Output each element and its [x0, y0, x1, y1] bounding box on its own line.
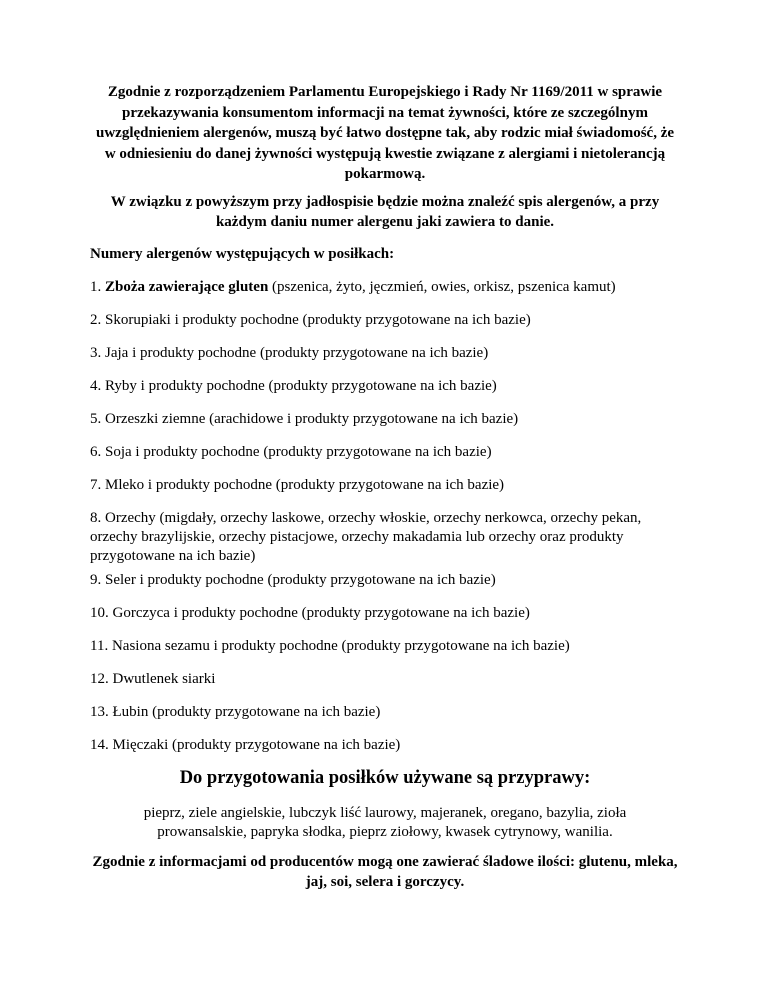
allergen-item-6 [90, 443, 690, 462]
allergen-list-heading: Numery alergenów występujących w posiłkach: [90, 246, 395, 262]
allergen-text: Skorupiaki i produkty pochodne (produkty przygotowane na ich bazie) [105, 312, 531, 328]
allergen-text: Gorczyca i produkty pochodne (produkty przygotowane na ich bazie) [112, 605, 530, 621]
allergen-text: Jaja i produkty pochodne (produkty przygotowane na ich bazie) [105, 345, 489, 361]
allergen-text: Łubin (produkty przygotowane na ich bazie) [112, 704, 381, 720]
allergen-item-7 [90, 476, 690, 495]
allergen-item-11 [90, 637, 690, 656]
allergen-item-14 [90, 736, 690, 755]
allergen-number: 14. [90, 737, 109, 753]
allergen-item-12 [90, 670, 690, 689]
allergen-item-4 [90, 377, 690, 396]
allergen-number: 3. [90, 345, 102, 361]
allergen-number: 2. [90, 312, 102, 328]
allergen-text: Mięczaki (produkty przygotowane na ich bazie) [112, 737, 401, 753]
allergen-text: Ryby i produkty pochodne (produkty przygotowane na ich bazie) [105, 378, 497, 394]
allergen-text: Soja i produkty pochodne (produkty przygotowane na ich bazie) [105, 444, 492, 460]
allergen-item-10 [90, 604, 690, 623]
allergen-text: Nasiona sezamu i produkty pochodne (produkty przygotowane na ich bazie) [111, 638, 570, 654]
allergen-number: 9. [90, 572, 102, 588]
allergen-text: Orzeszki ziemne (arachidowe i produkty przygotowane na ich bazie) [105, 411, 519, 427]
allergen-number: 8. [90, 510, 102, 526]
allergen-item-13 [90, 703, 690, 722]
allergen-number: 7. [90, 477, 102, 493]
allergen-number: 5. [90, 411, 102, 427]
intro-paragraph: Zgodnie z rozporządzeniem Parlamentu Europejskiego i Rady Nr 1169/2011 w sprawie przekazywania konsumentom informacji na temat żywności, które ze szczególnym uwzględnieniem alergenów, muszą być łatwo dostępne tak, aby rodzic miał świadomość, że w odniesieniu do danej żywności występują kwestie związane z alergiami i nietolerancją pokarmową. [95, 84, 675, 182]
allergen-text: Orzechy (migdały, orzechy laskowe, orzechy włoskie, orzechy nerkowca, orzechy pekan, orzechy brazylijskie, orzechy pistacjowe, orzechy makadamia lub orzechy oraz produkty przygotowane na ich bazie) [90, 510, 642, 564]
allergen-item-9 [90, 571, 690, 590]
allergen-number: 4. [90, 378, 102, 394]
trace-amounts-note: Zgodnie z informacjami od producentów mogą one zawierać śladowe ilości: glutenu, mleka, jaj, soi, selera i gorczycy. [92, 854, 678, 890]
spices-heading: Do przygotowania posiłków używane są przyprawy: [179, 768, 591, 788]
spices-list: pieprz, ziele angielskie, lubczyk liść laurowy, majeranek, oregano, bazylia, zioła prowansalskie, papryka słodka, pieprz ziołowy, kwasek cytrynowy, wanilia. [143, 805, 627, 840]
allergen-number: 1. [90, 279, 102, 295]
allergen-number: 12. [90, 671, 109, 687]
allergen-text: Seler i produkty pochodne (produkty przygotowane na ich bazie) [105, 572, 496, 588]
allergen-item-8 [90, 509, 682, 566]
allergen-number: 10. [90, 605, 109, 621]
allergen-text: Dwutlenek siarki [112, 671, 216, 687]
allergen-number: 11. [90, 638, 109, 654]
allergen-number: 13. [90, 704, 109, 720]
allergen-text: (pszenica, żyto, jęczmień, owies, orkisz, pszenica kamut) [268, 279, 616, 295]
allergen-text: Mleko i produkty pochodne (produkty przygotowane na ich bazie) [105, 477, 505, 493]
allergen-number: 6. [90, 444, 102, 460]
allergen-item-3 [90, 344, 690, 363]
allergen-notice: W związku z powyższym przy jadłospisie będzie można znaleźć spis alergenów, a przy każdym daniu numer alergenu jaki zawiera to danie. [110, 194, 660, 230]
allergen-item-2 [90, 311, 690, 330]
allergen-item-1 [90, 278, 690, 297]
allergen-item-5 [90, 410, 690, 429]
allergen-bold-name: Zboża zawierające gluten [105, 279, 269, 295]
